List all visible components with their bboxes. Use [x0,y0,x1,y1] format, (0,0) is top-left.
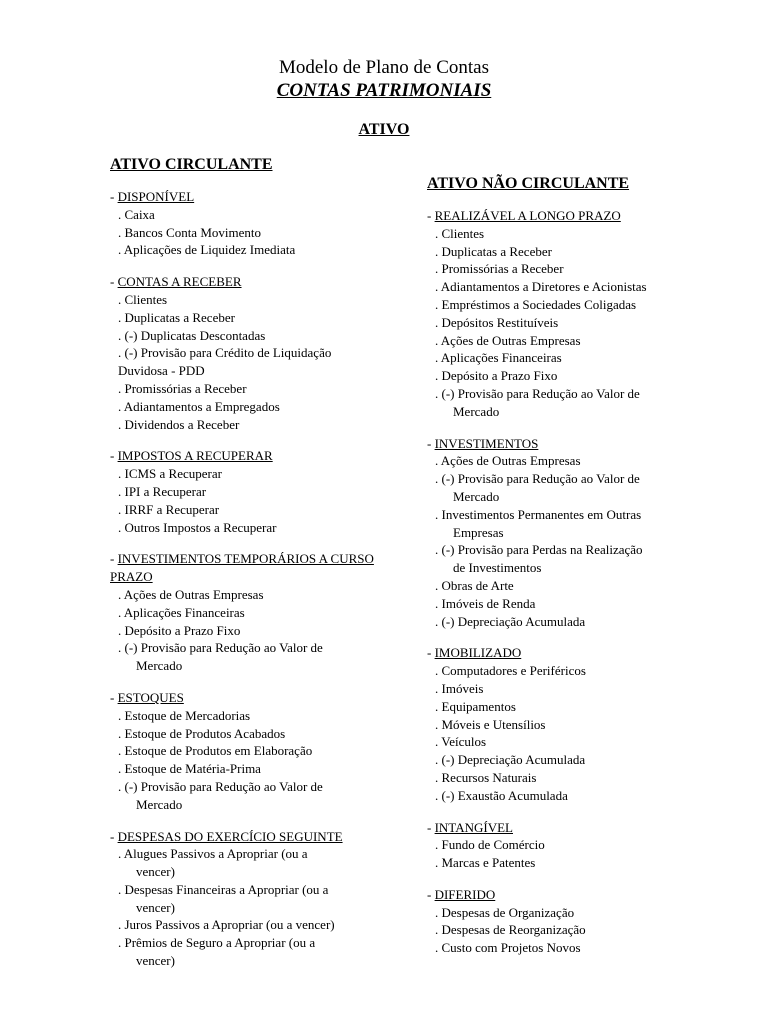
account-item: . Despesas de Reorganização [435,922,586,938]
account-group-title: - INTANGÍVEL [427,819,513,835]
account-item: . Depósitos Restituíveis [435,314,559,330]
account-item: . (-) Duplicatas Descontadas [118,327,266,343]
account-item: . Veículos [435,734,487,750]
account-item: . Bancos Conta Movimento [118,224,261,240]
column-heading: ATIVO NÃO CIRCULANTE [427,175,630,192]
account-item: . Equipamentos [435,698,516,714]
account-item: . Custo com Projetos Novos [435,940,581,956]
account-item: . Despesas Financeiras a Apropriar (ou a vencer) [118,881,329,915]
account-item: . Recursos Naturais [435,769,537,785]
account-item: . Aplicações Financeiras [435,350,562,366]
account-item: . Imóveis [435,680,484,696]
account-group [110,550,410,675]
account-item: . Dividendos a Receber [118,416,240,432]
left-column-ativo-circulante [110,155,410,984]
account-item: . Aplicações Financeiras [118,604,245,620]
account-item: . Ações de Outras Empresas [435,332,581,348]
account-item: . (-) Depreciação Acumulada [435,613,586,629]
account-item: . (-) Depreciação Acumulada [435,752,586,768]
account-item: . Promissórias a Receber [435,261,564,277]
account-group [427,644,727,804]
account-item: . Clientes [435,225,485,241]
account-item: . Outros Impostos a Recuperar [118,519,277,535]
account-item: . Duplicatas a Receber [118,309,235,325]
account-group-title: - ESTOQUES [110,689,184,705]
account-group [110,188,410,259]
account-group [427,819,727,872]
account-group [110,689,410,814]
account-group-title: - DISPONÍVEL [110,189,195,204]
account-group-title: - IMPOSTOS A RECUPERAR [110,448,273,464]
account-group [427,435,727,631]
account-item: . Depósito a Prazo Fixo [118,622,241,638]
account-group-title: - CONTAS A RECEBER [110,274,242,290]
account-item: . Prêmios de Seguro a Apropriar (ou a vencer) [118,935,316,969]
account-item: . Adiantamentos a Diretores e Acionistas [435,279,647,295]
account-group-title: - INVESTIMENTOS TEMPORÁRIOS A CURSO PRAZO [110,551,374,585]
account-item: . Obras de Arte [435,577,514,593]
account-group-title: - DIFERIDO [427,886,496,902]
account-item: . Móveis e Utensílios [435,716,546,732]
account-group [427,886,727,957]
document-subtitle: CONTAS PATRIMONIAIS [276,80,492,101]
account-item: . Despesas de Organização [435,904,575,920]
account-item: . (-) Provisão para Redução ao Valor de Mercado [118,778,323,812]
account-item: . Alugues Passivos a Apropriar (ou a vencer) [118,846,308,880]
section-heading-ativo: ATIVO [358,121,410,138]
account-item: . Ações de Outras Empresas [118,586,264,602]
account-item: . Marcas e Patentes [435,855,536,871]
account-item: . Fundo de Comércio [435,837,545,853]
account-groups [110,188,410,970]
account-item: . IPI a Recuperar [118,483,207,499]
account-item: . Adiantamentos a Empregados [118,398,280,414]
account-item: . Computadores e Periféricos [435,663,586,679]
column-heading: ATIVO CIRCULANTE [110,156,273,173]
account-item: . (-) Provisão para Redução ao Valor de Mercado [435,385,640,419]
account-item: . Estoque de Mercadorias [118,707,251,723]
account-item: . Imóveis de Renda [435,595,536,611]
account-item: . Estoque de Produtos Acabados [118,725,286,741]
account-group [110,447,410,536]
account-group [110,273,410,433]
account-item: . (-) Provisão para Crédito de Liquidação Duvidosa - PDD [118,345,332,379]
account-group [427,207,727,421]
account-item: . Promissórias a Receber [118,380,247,396]
account-item: . (-) Exaustão Acumulada [435,787,568,803]
account-group-title: - INVESTIMENTOS [427,435,539,451]
account-item: . IRRF a Recuperar [118,501,220,517]
document-title: Modelo de Plano de Contas [278,57,490,78]
right-column-ativo-nao-circulante [427,174,727,971]
account-group-title: - IMOBILIZADO [427,645,522,661]
account-group [110,828,410,970]
account-group-title: - DESPESAS DO EXERCÍCIO SEGUINTE [110,828,343,844]
account-item: . Duplicatas a Receber [435,243,552,259]
account-group-title: - REALIZÁVEL A LONGO PRAZO [427,208,621,223]
account-item: . Clientes [118,291,168,307]
account-item: . Depósito a Prazo Fixo [435,368,558,384]
account-item: . Caixa [118,206,155,222]
account-item: . Estoque de Matéria-Prima [118,761,261,777]
account-item: . Estoque de Produtos em Elaboração [118,743,313,759]
account-item: . Investimentos Permanentes em Outras Empresas [435,506,642,540]
account-groups [427,207,727,957]
account-item: . ICMS a Recuperar [118,466,222,482]
account-item: . (-) Provisão para Redução ao Valor de Mercado [435,471,640,504]
account-item: . Juros Passivos a Apropriar (ou a vencer) [118,917,335,933]
account-item: . (-) Provisão para Redução ao Valor de Mercado [118,640,323,674]
account-item: . Ações de Outras Empresas [435,453,581,469]
account-item: . (-) Provisão para Perdas na Realização de Investimentos [435,542,643,576]
account-item: . Empréstimos a Sociedades Coligadas [435,296,637,312]
account-item: . Aplicações de Liquidez Imediata [118,242,296,258]
